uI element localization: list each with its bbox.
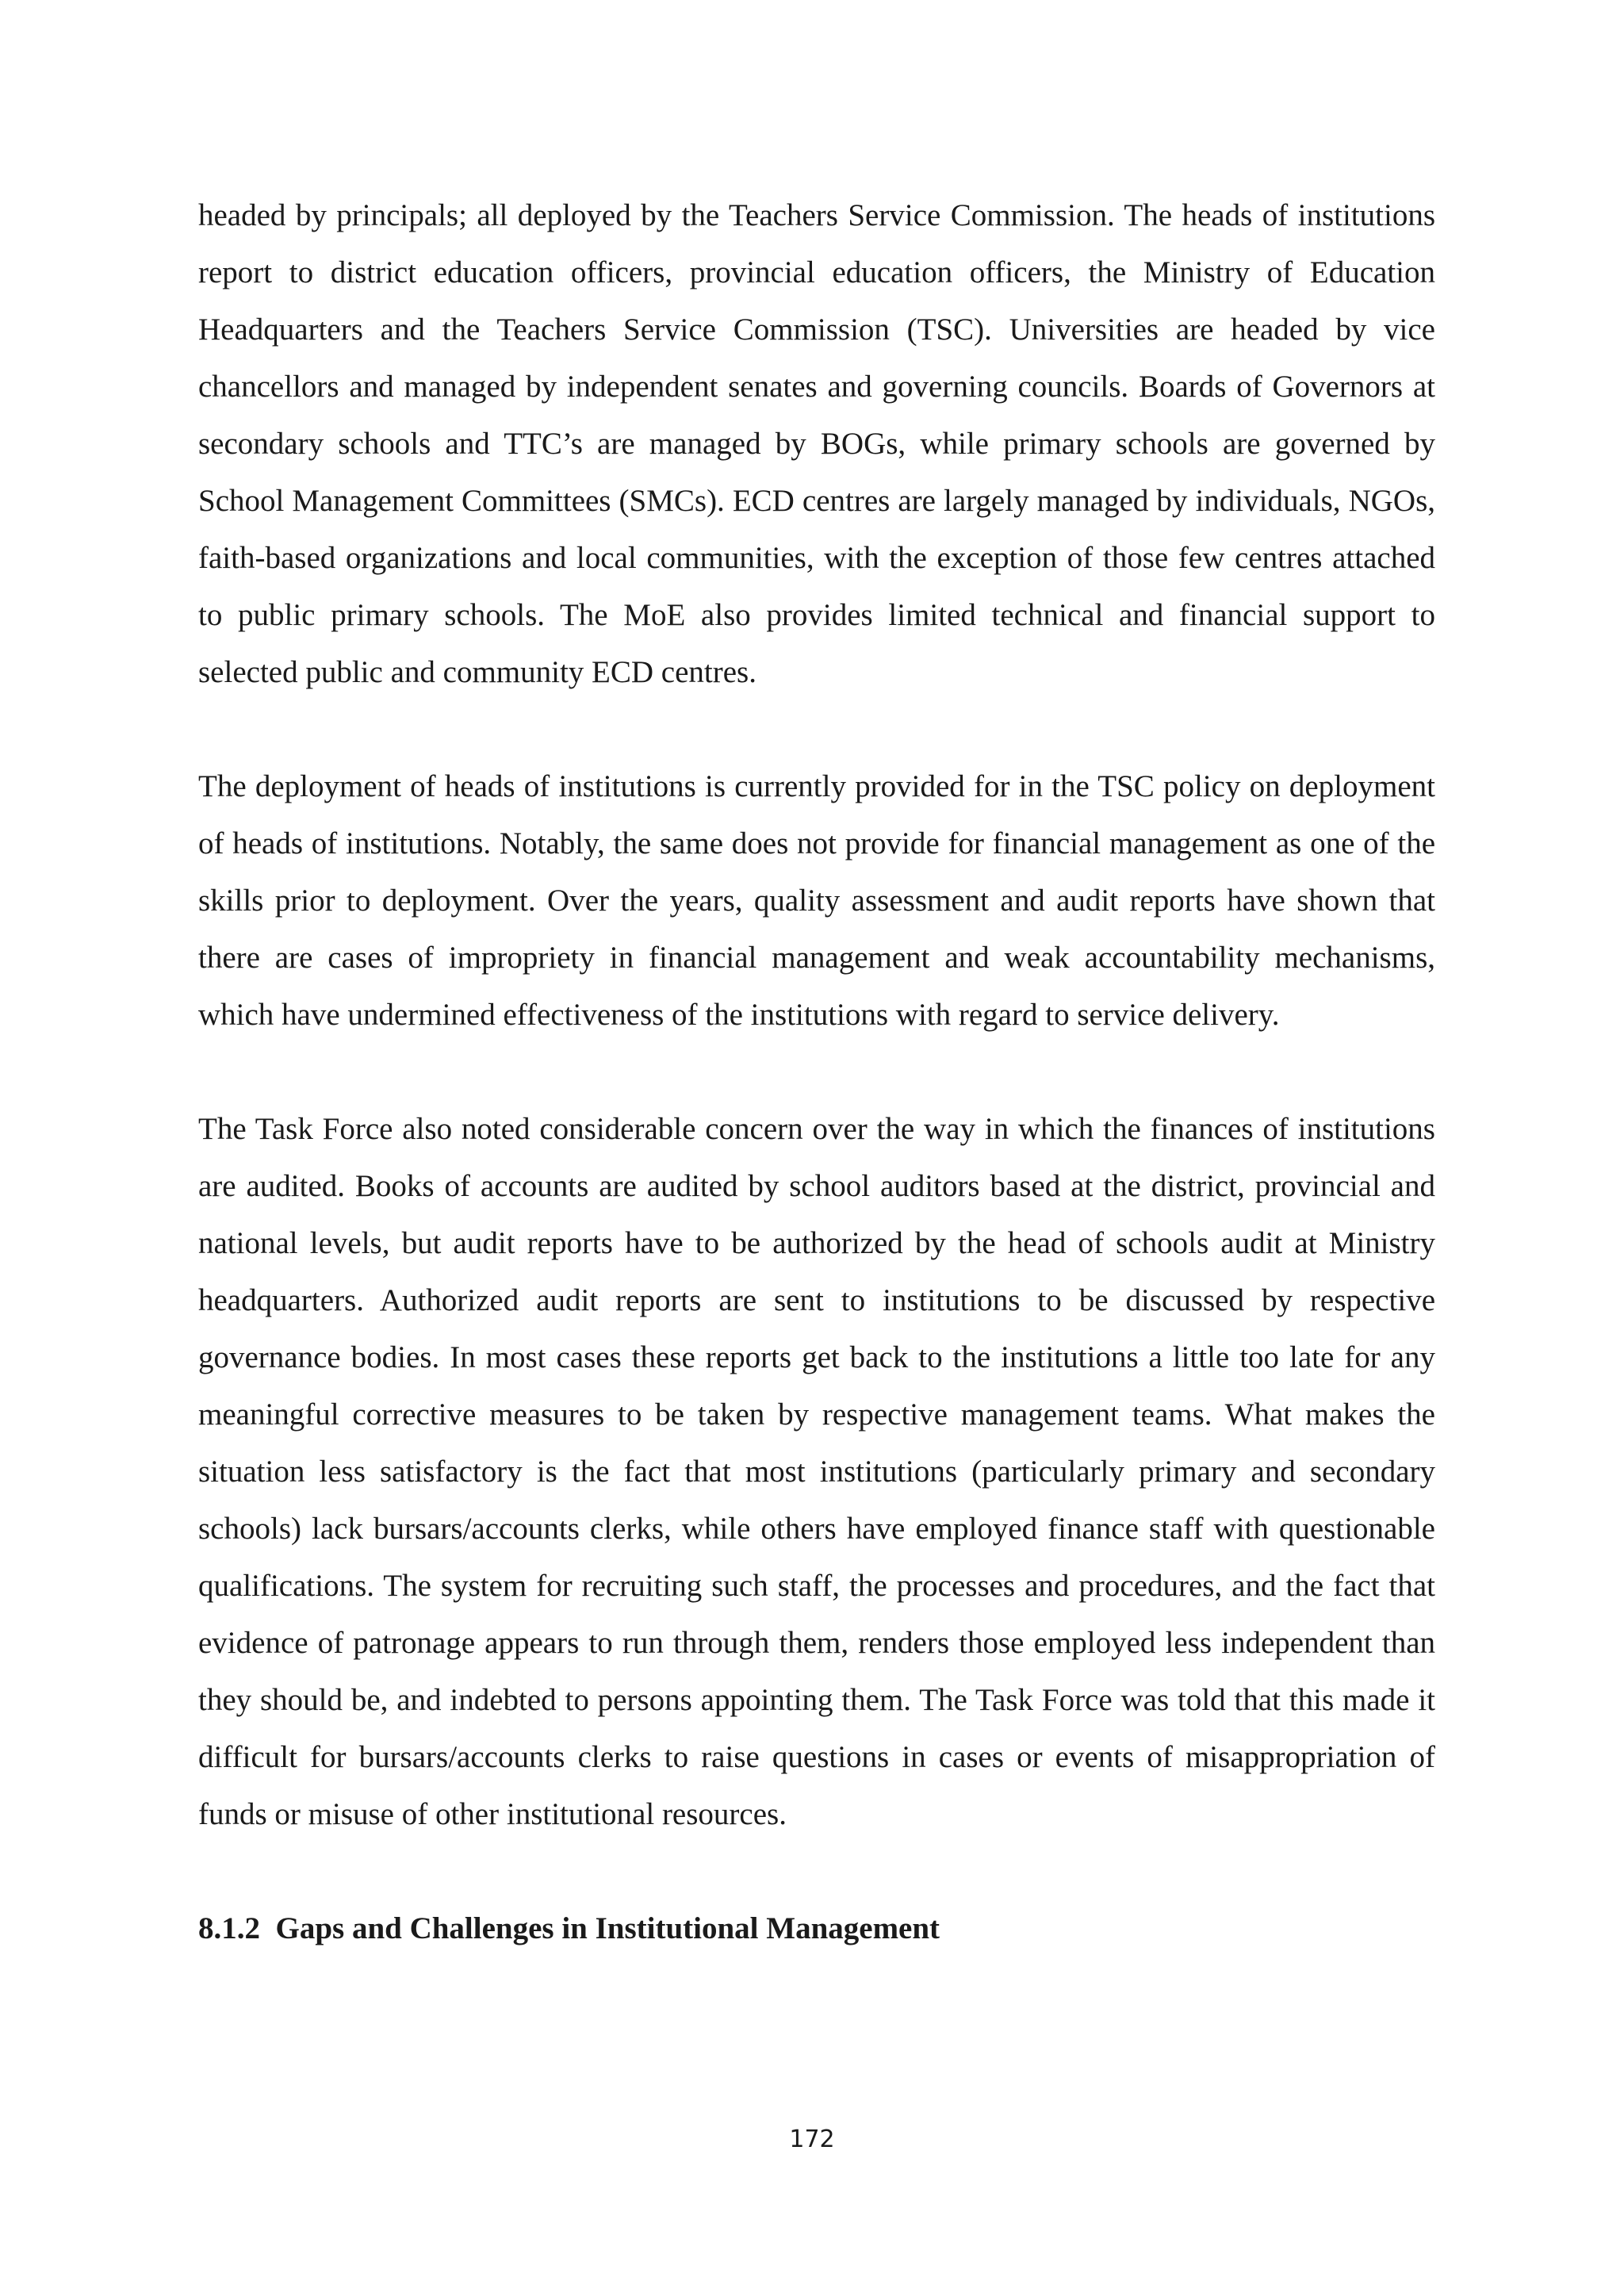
- body-text: [198, 187, 1435, 1957]
- page-number: 172: [789, 2125, 835, 2153]
- paragraph-audit-concerns: The Task Force also noted considerable concern over the way in which the finances of institutions are audited. Books of accounts are audited by school auditors based at the district, provincial and national levels, but audit reports have to be authorized by the head of schools audit at Ministry headquarters. Authorized audit reports are sent to institutions to be discussed by respective governance bodies. In most cases these reports get back to the institutions a little too late for any meaningful corrective measures to be taken by respective management teams. What makes the situation less satisfactory is the fact that most institutions (particularly primary and secondary schools) lack bursars/accounts clerks, while others have employed finance staff with questionable qualifications. The system for recruiting such staff, the processes and procedures, and the fact that evidence of patronage appears to run through them, renders those employed less independent than they should be, and indebted to persons appointing them. The Task Force was told that this made it difficult for bursars/accounts clerks to raise questions in cases or events of misappropriation of funds or misuse of other institutional resources.: [198, 1112, 1435, 1831]
- paragraph-deployment-of-heads: The deployment of heads of institutions is currently provided for in the TSC policy on deployment of heads of institutions. Notably, the same does not provide for financial management as one of the skills prior to deployment. Over the years, quality assessment and audit reports have shown that there are cases of impropriety in financial management and weak accountability mechanisms, which have undermined effectiveness of the institutions with regard to service delivery.: [198, 769, 1435, 1032]
- section-heading: 8.1.2 Gaps and Challenges in Institutional Management: [198, 1911, 940, 1945]
- paragraph-heads-of-institutions: headed by principals; all deployed by the Teachers Service Commission. The heads of institutions report to district education officers, provincial education officers, the Ministry of Education Headquarters and the Teachers Service Commission (TSC). Universities are headed by vice chancellors and managed by independent senates and governing councils. Boards of Governors at secondary schools and TTC’s are managed by BOGs, while primary schools are governed by School Management Committees (SMCs). ECD centres are largely managed by individuals, NGOs, faith-based organizations and local communities, with the exception of those few centres attached to public primary schools. The MoE also provides limited technical and financial support to selected public and community ECD centres.: [198, 198, 1435, 689]
